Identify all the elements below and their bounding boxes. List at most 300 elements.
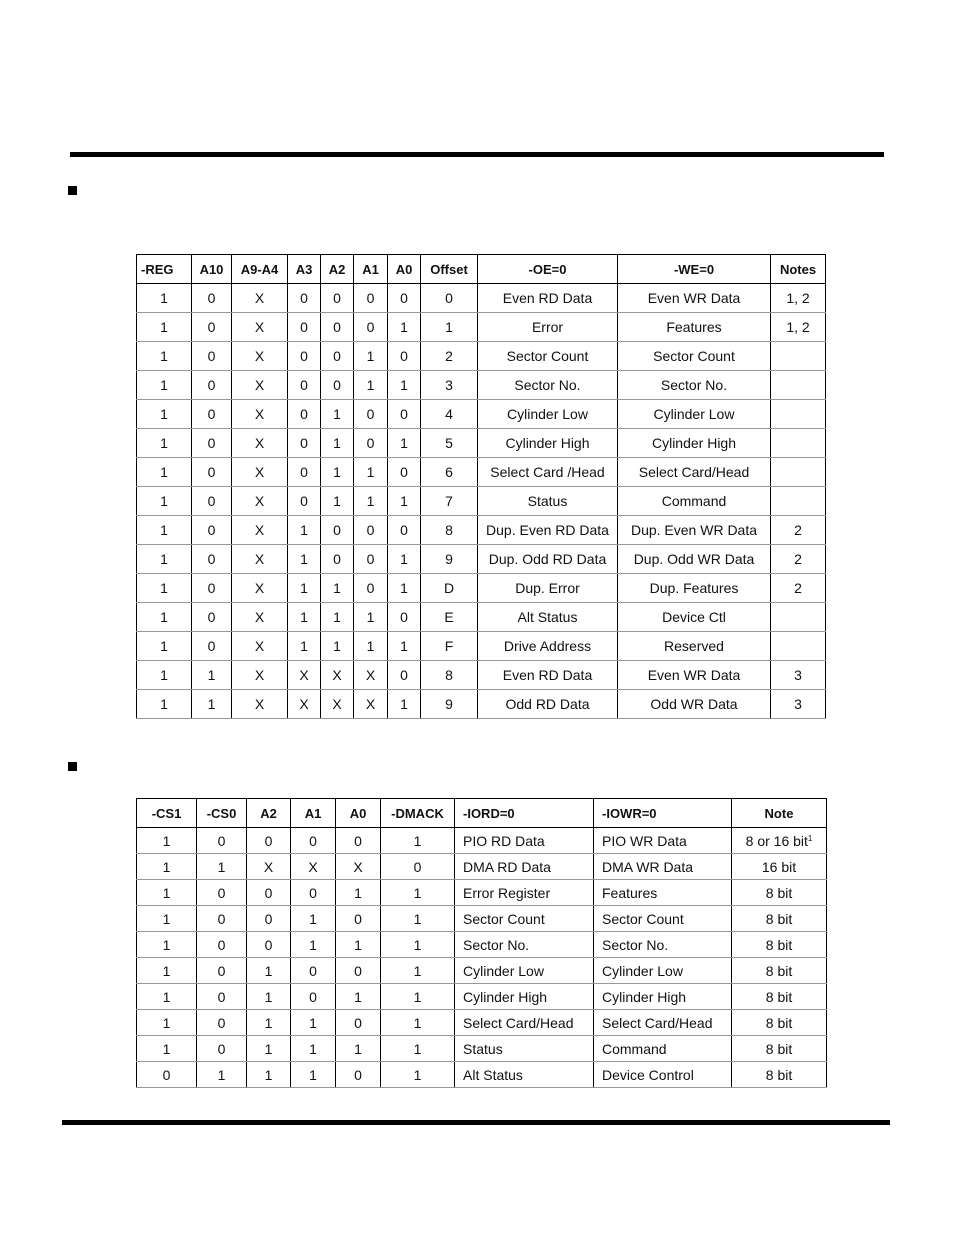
table-cell (594, 958, 732, 984)
table-cell (291, 854, 336, 880)
cell-text: 8 bit (765, 1014, 793, 1031)
col-header: A0 (336, 799, 381, 828)
table-cell: 0 (321, 342, 354, 371)
table-cell: 1 (388, 632, 421, 661)
table-cell: 1 (354, 371, 388, 400)
cell-text: 0 (354, 910, 362, 927)
table-cell (197, 984, 247, 1010)
table-cell: 0 (354, 545, 388, 574)
table-cell: 0 (354, 313, 388, 342)
cell-text: 1 (309, 910, 317, 927)
table-cell: 1 (321, 574, 354, 603)
table-cell: Dup. Even RD Data (478, 516, 618, 545)
table-cell (137, 984, 197, 1010)
table-cell (336, 1062, 381, 1088)
table-cell: 0 (388, 516, 421, 545)
cell-text: Error Register (463, 884, 551, 901)
table-cell (455, 958, 594, 984)
table-cell (771, 400, 826, 429)
cell-text: 1 (264, 962, 273, 979)
table-cell (137, 854, 197, 880)
table-cell: 0 (321, 284, 354, 313)
table-cell: 0 (192, 574, 232, 603)
col-header: A0 (388, 255, 421, 284)
table-cell: X (354, 661, 388, 690)
table-cell: 1 (192, 690, 232, 719)
table-cell (732, 932, 827, 958)
cell-text: 8 or 16 bit (745, 832, 808, 849)
table-cell (291, 880, 336, 906)
top-rule (70, 152, 884, 157)
table-cell (732, 828, 827, 854)
cell-text: 8 bit (765, 988, 793, 1005)
table-cell: 0 (192, 284, 232, 313)
table-cell (336, 932, 381, 958)
cell-text: 1 (162, 832, 171, 849)
table-cell: Features (618, 313, 771, 342)
table-cell: 0 (192, 313, 232, 342)
table-cell (336, 984, 381, 1010)
cell-text: 8 bit (765, 962, 793, 979)
col-header: -WE=0 (618, 255, 771, 284)
col-header: A2 (247, 799, 291, 828)
cell-text: 0 (264, 910, 273, 927)
table-row (137, 661, 826, 690)
table-cell: 1 (388, 429, 421, 458)
table-cell: X (321, 690, 354, 719)
table-cell (137, 1036, 197, 1062)
table-row (137, 1062, 827, 1088)
table-cell: X (232, 458, 288, 487)
cell-text: 1 (162, 936, 171, 953)
table-cell (247, 854, 291, 880)
table-cell: 6 (421, 458, 478, 487)
table-cell: Even WR Data (618, 661, 771, 690)
table-cell: 7 (421, 487, 478, 516)
table-cell: 0 (288, 313, 321, 342)
cell-text: 0 (217, 962, 226, 979)
table-cell (771, 371, 826, 400)
table-row (137, 932, 827, 958)
table-cell: 1 (321, 487, 354, 516)
table-cell (381, 1062, 455, 1088)
cell-text: Select Card/Head (463, 1014, 574, 1031)
table-cell (381, 1036, 455, 1062)
table-cell: Sector Count (618, 342, 771, 371)
cell-text: Cylinder High (602, 988, 687, 1005)
table-cell (336, 880, 381, 906)
table-cell: X (232, 516, 288, 545)
table-cell: 8 (421, 516, 478, 545)
table-cell: X (354, 690, 388, 719)
table-row (137, 545, 826, 574)
table-cell (197, 854, 247, 880)
table-cell: Dup. Error (478, 574, 618, 603)
table-cell (381, 906, 455, 932)
table-cell: 0 (354, 516, 388, 545)
table-cell: 0 (388, 342, 421, 371)
table-cell: 5 (421, 429, 478, 458)
table-cell (381, 958, 455, 984)
table-cell (732, 1036, 827, 1062)
cell-text: 1 (309, 1066, 317, 1083)
table-cell (291, 1062, 336, 1088)
cell-text: Alt Status (463, 1066, 523, 1083)
table-cell: Command (618, 487, 771, 516)
table-cell (336, 828, 381, 854)
table-cell: Select Card /Head (478, 458, 618, 487)
table-cell: 0 (388, 284, 421, 313)
table-cell: 3 (771, 690, 826, 719)
table-cell: Even WR Data (618, 284, 771, 313)
table-row (137, 342, 826, 371)
table-row (137, 1010, 827, 1036)
table-cell (247, 1062, 291, 1088)
table-cell: 1 (137, 458, 192, 487)
cell-text: 1 (413, 936, 422, 953)
table-row (137, 458, 826, 487)
table-cell: 0 (321, 371, 354, 400)
table-cell: 0 (388, 603, 421, 632)
cell-text: 0 (217, 884, 226, 901)
table-cell: Status (478, 487, 618, 516)
cell-text: 0 (217, 1014, 226, 1031)
table-cell (594, 1062, 732, 1088)
cell-text: 1 (413, 1066, 422, 1083)
table-cell: 2 (421, 342, 478, 371)
table-cell: 1 (137, 516, 192, 545)
cell-text: DMA WR Data (602, 858, 694, 875)
table-cell: 0 (288, 429, 321, 458)
cell-text: 1 (354, 884, 362, 901)
cell-text: 0 (217, 832, 226, 849)
table-cell (291, 984, 336, 1010)
table-cell: 0 (192, 458, 232, 487)
col-header: -OE=0 (478, 255, 618, 284)
table-cell: D (421, 574, 478, 603)
table-cell: X (232, 342, 288, 371)
table-cell: Sector Count (478, 342, 618, 371)
table-cell (137, 1062, 197, 1088)
cell-text: 1 (162, 962, 171, 979)
table-cell (336, 906, 381, 932)
table-cell (247, 932, 291, 958)
cell-text: Sector Count (463, 910, 545, 927)
table-header-row (137, 255, 826, 284)
col-header: -DMACK (381, 799, 455, 828)
table-cell (455, 1010, 594, 1036)
col-header: A3 (288, 255, 321, 284)
table-cell: 0 (321, 313, 354, 342)
cell-text: 0 (217, 936, 226, 953)
cell-text: 1 (413, 962, 422, 979)
cell-text: 0 (264, 832, 273, 849)
table-cell: 1 (354, 487, 388, 516)
table-cell (594, 828, 732, 854)
table-cell: 0 (321, 545, 354, 574)
table-cell (381, 828, 455, 854)
cell-text: Command (602, 1040, 667, 1057)
table-cell (594, 854, 732, 880)
table-cell: 1 (354, 458, 388, 487)
table-cell (455, 1036, 594, 1062)
col-header: -CS1 (137, 799, 197, 828)
table-cell: 0 (192, 429, 232, 458)
cell-text: 1 (162, 988, 171, 1005)
cell-text: PIO RD Data (463, 832, 545, 849)
cell-text: 0 (354, 962, 362, 979)
table-cell: 0 (321, 516, 354, 545)
cell-text: 1 (264, 1040, 273, 1057)
table-cell: 0 (288, 458, 321, 487)
table-cell: 9 (421, 690, 478, 719)
table-cell: 1 (288, 603, 321, 632)
table-cell: 2 (771, 516, 826, 545)
table-row (137, 690, 826, 719)
table-cell (594, 906, 732, 932)
table-cell: 3 (771, 661, 826, 690)
table-cell: 0 (192, 400, 232, 429)
table-cell (247, 1036, 291, 1062)
table-cell: 0 (192, 371, 232, 400)
table-cell (247, 984, 291, 1010)
cell-text: X (308, 858, 318, 875)
table-cell (336, 854, 381, 880)
table-cell (137, 828, 197, 854)
table-cell: 1 (354, 603, 388, 632)
table-cell: 1 (137, 429, 192, 458)
bullet-square-icon (68, 762, 77, 771)
cell-text: 1 (162, 910, 171, 927)
table-cell: Even RD Data (478, 284, 618, 313)
table-row (137, 574, 826, 603)
cell-text: Cylinder Low (463, 962, 544, 979)
cell-text: 1 (162, 1014, 171, 1031)
table-cell: Odd WR Data (618, 690, 771, 719)
table-cell: 0 (354, 574, 388, 603)
table-cell (247, 906, 291, 932)
table-cell: 0 (354, 400, 388, 429)
table-cell: 0 (192, 342, 232, 371)
table-cell (197, 958, 247, 984)
table-cell: Dup. Odd RD Data (478, 545, 618, 574)
cell-text: 1 (413, 1040, 422, 1057)
table-cell: X (232, 661, 288, 690)
table-cell (594, 1010, 732, 1036)
col-header: Notes (771, 255, 826, 284)
table-row (137, 516, 826, 545)
table-cell (771, 487, 826, 516)
cell-text: 8 bit (765, 936, 793, 953)
table-row (137, 429, 826, 458)
cell-text: Cylinder Low (602, 962, 683, 979)
col-header: -IORD=0 (455, 799, 594, 828)
table-cell: 1 (354, 632, 388, 661)
table-cell (732, 854, 827, 880)
table-cell: 0 (388, 458, 421, 487)
table-cell: X (232, 690, 288, 719)
col-header: Offset (421, 255, 478, 284)
cell-text: X (263, 858, 274, 875)
table-cell (247, 828, 291, 854)
table-cell: Error (478, 313, 618, 342)
cell-text: 1 (309, 1014, 317, 1031)
table-cell (336, 1010, 381, 1036)
col-header: -IOWR=0 (594, 799, 732, 828)
table-cell (594, 932, 732, 958)
table-cell: 1 (321, 400, 354, 429)
table-cell: 0 (288, 400, 321, 429)
table-cell: Dup. Odd WR Data (618, 545, 771, 574)
cell-text: DMA RD Data (463, 858, 551, 875)
cell-text: 8 bit (765, 884, 793, 901)
table-cell: X (232, 574, 288, 603)
cell-text: Device Control (602, 1066, 694, 1083)
col-header: Note (732, 799, 827, 828)
table-cell: 1, 2 (771, 313, 826, 342)
table-cell: X (288, 690, 321, 719)
cell-text: 0 (309, 988, 317, 1005)
table-cell (291, 1010, 336, 1036)
cell-text: 1 (217, 858, 226, 875)
table-cell: 0 (192, 632, 232, 661)
table-cell: 0 (354, 284, 388, 313)
cell-text: 0 (309, 962, 317, 979)
table-cell: 3 (421, 371, 478, 400)
table-cell (732, 880, 827, 906)
table-cell (381, 880, 455, 906)
table-cell (381, 854, 455, 880)
table-cell: Even RD Data (478, 661, 618, 690)
table-cell: 0 (192, 516, 232, 545)
table-cell (291, 932, 336, 958)
table-cell (732, 906, 827, 932)
cell-text: 1 (162, 1040, 171, 1057)
table-cell (137, 958, 197, 984)
table-cell: 0 (192, 603, 232, 632)
table-cell: 1 (192, 661, 232, 690)
table-row (137, 603, 826, 632)
table-row (137, 313, 826, 342)
cell-text: PIO WR Data (602, 832, 687, 849)
table-cell: 1 (388, 371, 421, 400)
table-cell: 1 (137, 342, 192, 371)
table-cell (732, 958, 827, 984)
table-row (137, 984, 827, 1010)
table-cell: 1 (288, 574, 321, 603)
table-cell: 1 (137, 690, 192, 719)
cell-text: 1 (413, 910, 422, 927)
table-cell (594, 984, 732, 1010)
cell-text: 1 (354, 1040, 362, 1057)
table-cell: 0 (288, 342, 321, 371)
table-cell (137, 932, 197, 958)
cell-text: 1 (413, 832, 422, 849)
table-cell: 8 (421, 661, 478, 690)
table-cell: 0 (192, 487, 232, 516)
table-cell: 1 (288, 632, 321, 661)
table-cell (381, 932, 455, 958)
table-cell: Dup. Even WR Data (618, 516, 771, 545)
table-cell (336, 958, 381, 984)
table-cell: 1 (388, 690, 421, 719)
table-cell (732, 984, 827, 1010)
table-cell: 0 (421, 284, 478, 313)
table-cell: 1 (137, 487, 192, 516)
cell-text: 0 (413, 858, 422, 875)
table-cell (771, 458, 826, 487)
table-row (137, 906, 827, 932)
table-cell (455, 906, 594, 932)
col-header: -REG (137, 255, 192, 284)
cell-text: Sector No. (463, 936, 530, 953)
table-cell: 1 (321, 603, 354, 632)
cell-text: 0 (217, 1040, 226, 1057)
cell-text: 0 (217, 910, 226, 927)
table-cell (137, 1010, 197, 1036)
table-cell: Cylinder Low (618, 400, 771, 429)
cell-text: 1 (309, 936, 317, 953)
table-cell (771, 603, 826, 632)
table-row (137, 632, 826, 661)
table-cell (197, 828, 247, 854)
table-row (137, 958, 827, 984)
table-cell (197, 932, 247, 958)
table-row (137, 854, 827, 880)
table-cell: 2 (771, 545, 826, 574)
table-cell: 4 (421, 400, 478, 429)
table-row (137, 487, 826, 516)
table-cell (455, 854, 594, 880)
col-header: -CS0 (197, 799, 247, 828)
table-cell: F (421, 632, 478, 661)
table-row (137, 400, 826, 429)
table-cell: 1 (388, 313, 421, 342)
cell-text: Select Card/Head (602, 1014, 713, 1031)
table-cell: X (232, 603, 288, 632)
cell-text: Features (602, 884, 658, 901)
cell-text: 1 (162, 884, 171, 901)
table-cell: 1 (421, 313, 478, 342)
cell-text: 1 (162, 858, 171, 875)
cell-text: 16 bit (761, 858, 797, 875)
table-cell: Reserved (618, 632, 771, 661)
cell-text: Sector No. (602, 936, 669, 953)
col-header: A1 (354, 255, 388, 284)
cell-text: 0 (354, 1066, 362, 1083)
table-cell: 1 (137, 371, 192, 400)
table-cell (771, 632, 826, 661)
table-cell (197, 906, 247, 932)
table-cell: X (288, 661, 321, 690)
cell-text: 0 (309, 884, 317, 901)
table-cell (291, 1036, 336, 1062)
col-header: A1 (291, 799, 336, 828)
table-row (137, 371, 826, 400)
table-cell: Odd RD Data (478, 690, 618, 719)
col-header: A2 (321, 255, 354, 284)
table-cell: 9 (421, 545, 478, 574)
table-cell: 1 (137, 545, 192, 574)
table-cell: 1 (288, 516, 321, 545)
table-cell: 1 (388, 545, 421, 574)
table-cell (291, 906, 336, 932)
table-cell: X (232, 632, 288, 661)
cell-text: 0 (354, 832, 362, 849)
table-cell (771, 342, 826, 371)
register-table-memory-mapped (136, 254, 826, 719)
table-cell: 1 (137, 632, 192, 661)
